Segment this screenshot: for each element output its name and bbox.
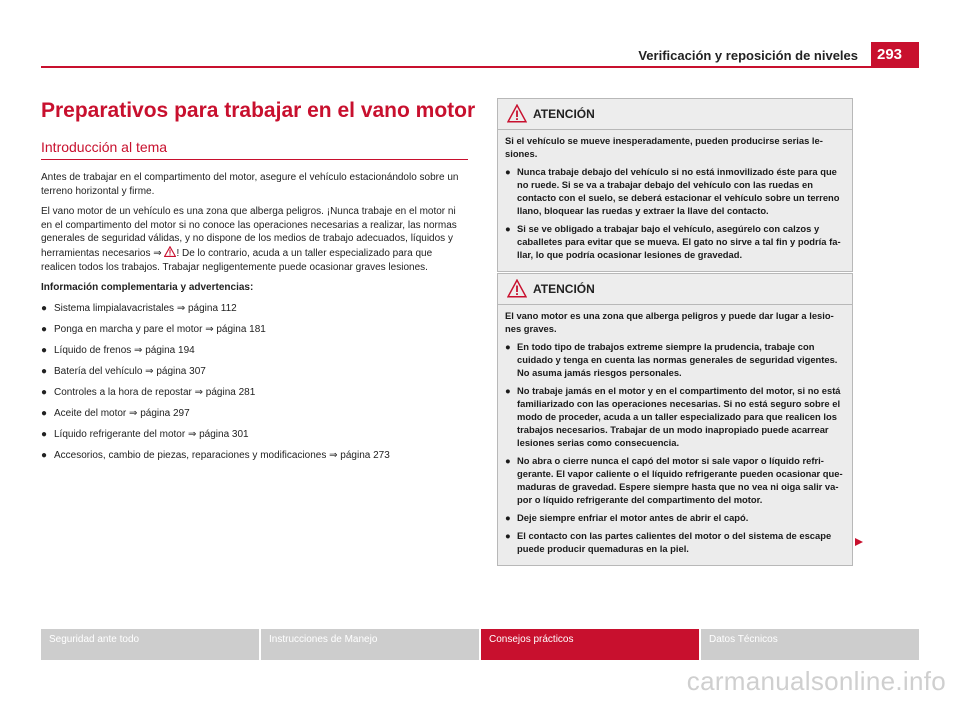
left-column <box>41 171 468 470</box>
list-item[interactable]: ● Batería del vehículo ⇒ página 307 <box>41 365 206 377</box>
tab-datos[interactable]: Datos Técnicos <box>701 629 919 660</box>
footer-nav <box>41 629 919 660</box>
tab-instrucciones[interactable]: Instrucciones de Manejo <box>261 629 479 660</box>
list-item[interactable]: ● Controles a la hora de repostar ⇒ página 281 <box>41 386 256 398</box>
section-title: Verificación y reposición de niveles <box>638 48 858 63</box>
warning-triangle-icon <box>507 104 527 123</box>
subtitle-rule <box>41 159 468 160</box>
list-item: ● Nunca trabaje debajo del vehículo si no está inmovilizado éste para que no ruede. Si se va a trabajar debajo del vehículo con las ruedas en contacto con el suelo, se deberá estacionar el vehículo sobre un terreno llano, bloquear las ruedas y extraer la llave del contacto. <box>505 166 840 216</box>
warning-header <box>498 99 852 130</box>
tab-consejos[interactable]: Consejos prácticos <box>481 629 699 660</box>
danger-text-a: El vano motor de un vehículo es una zona que alberga peligros. ¡Nunca trabaje en el motor ni en el compartimento del motor si no conoce las operaciones necesarias a realizar, las normas generales de seguridad válidas, y no dispone de los medios de trabajo adecuados, líquidos y herramientas necesarios ⇒ <box>41 206 457 259</box>
warning-title: ATENCIÓN <box>533 107 595 121</box>
warning-triangle-icon <box>507 279 527 298</box>
danger-paragraph <box>41 205 468 274</box>
list-item: ● El contacto con las partes calientes del motor o del sistema de escape puede producir quemaduras en la piel. <box>505 530 832 554</box>
list-item: ● Si se ve obligado a trabajar bajo el vehículo, asegúrelo con calzos y caballetes para evitar que se mueva. El gato no sirve a tal fin y podría fallar, lo que podría ocasionar lesiones de gravedad. <box>505 223 841 260</box>
list-item[interactable]: ● Accesorios, cambio de piezas, reparaciones y modificaciones ⇒ página 273 <box>41 449 390 461</box>
list-item: ● No abra o cierre nunca el capó del motor si sale vapor o líquido refrigerante. El vapor caliente o el líquido refrigerante pueden ocasionar quemaduras de gravedad. Espere siempre hasta que no vea ni oiga salir vapor o líquido refrigerante del compartimento del motor. <box>505 455 843 505</box>
warning-box-1 <box>497 98 853 272</box>
list-item[interactable]: ● Líquido de frenos ⇒ página 194 <box>41 344 195 356</box>
header-rule <box>41 66 871 68</box>
info-heading: Información complementaria y advertencias: <box>41 282 254 294</box>
section-subtitle: Introducción al tema <box>41 139 168 155</box>
page-title: Preparativos para trabajar en el vano motor <box>41 99 476 122</box>
warning-header <box>498 274 852 305</box>
warning-title: ATENCIÓN <box>533 282 595 296</box>
warning-intro: El vano motor es una zona que alberga peligros y puede dar lugar a lesiones graves. <box>505 310 834 334</box>
warning-box-2 <box>497 273 853 566</box>
list-item: ● En todo tipo de trabajos extreme siempre la prudencia, trabaje con cuidado y tenga en cuenta las normas generales de seguridad vigentes. No asuma jamás riesgos personales. <box>505 341 838 378</box>
list-item[interactable]: ● Ponga en marcha y pare el motor ⇒ página 181 <box>41 323 266 335</box>
warning-intro: Si el vehículo se mueve inesperadamente, pueden producirse serias lesiones. <box>505 135 823 159</box>
warning-body <box>498 305 852 565</box>
list-item: ● No trabaje jamás en el motor y en el compartimento del motor, si no está familiarizado con las operaciones necesarias. Si no está seguro sobre el modo de proceder, acuda a un taller especializado para que realicen los trabajos necesarios. Trabajar de un modo inapropiado puede acarrear lesiones serias como consecuencia. <box>505 385 841 448</box>
warning-body <box>498 130 852 271</box>
tab-seguridad[interactable]: Seguridad ante todo <box>41 629 259 660</box>
list-item[interactable]: ● Sistema limpialavacristales ⇒ página 112 <box>41 302 237 314</box>
reference-list <box>41 302 468 462</box>
list-item: ● Deje siempre enfriar el motor antes de abrir el capó. <box>505 512 749 523</box>
danger-text-b: ! De lo contrario, acuda a un taller especializado para que realicen todos los trabajos. Trabajar negligentemente puede ocasionar graves lesiones. <box>41 247 433 273</box>
continue-arrow-icon[interactable] <box>854 537 864 547</box>
list-item[interactable]: ● Aceite del motor ⇒ página 297 <box>41 407 190 419</box>
list-item[interactable]: ● Líquido refrigerante del motor ⇒ página 301 <box>41 428 249 440</box>
watermark: carmanualsonline.info <box>686 666 946 696</box>
warning-triangle-icon[interactable] <box>164 246 176 257</box>
intro-paragraph: Antes de trabajar en el compartimento del motor, asegure el vehículo estacionándolo sobre un terreno horizontal y firme. <box>41 172 459 197</box>
page-number: 293 <box>871 42 919 68</box>
